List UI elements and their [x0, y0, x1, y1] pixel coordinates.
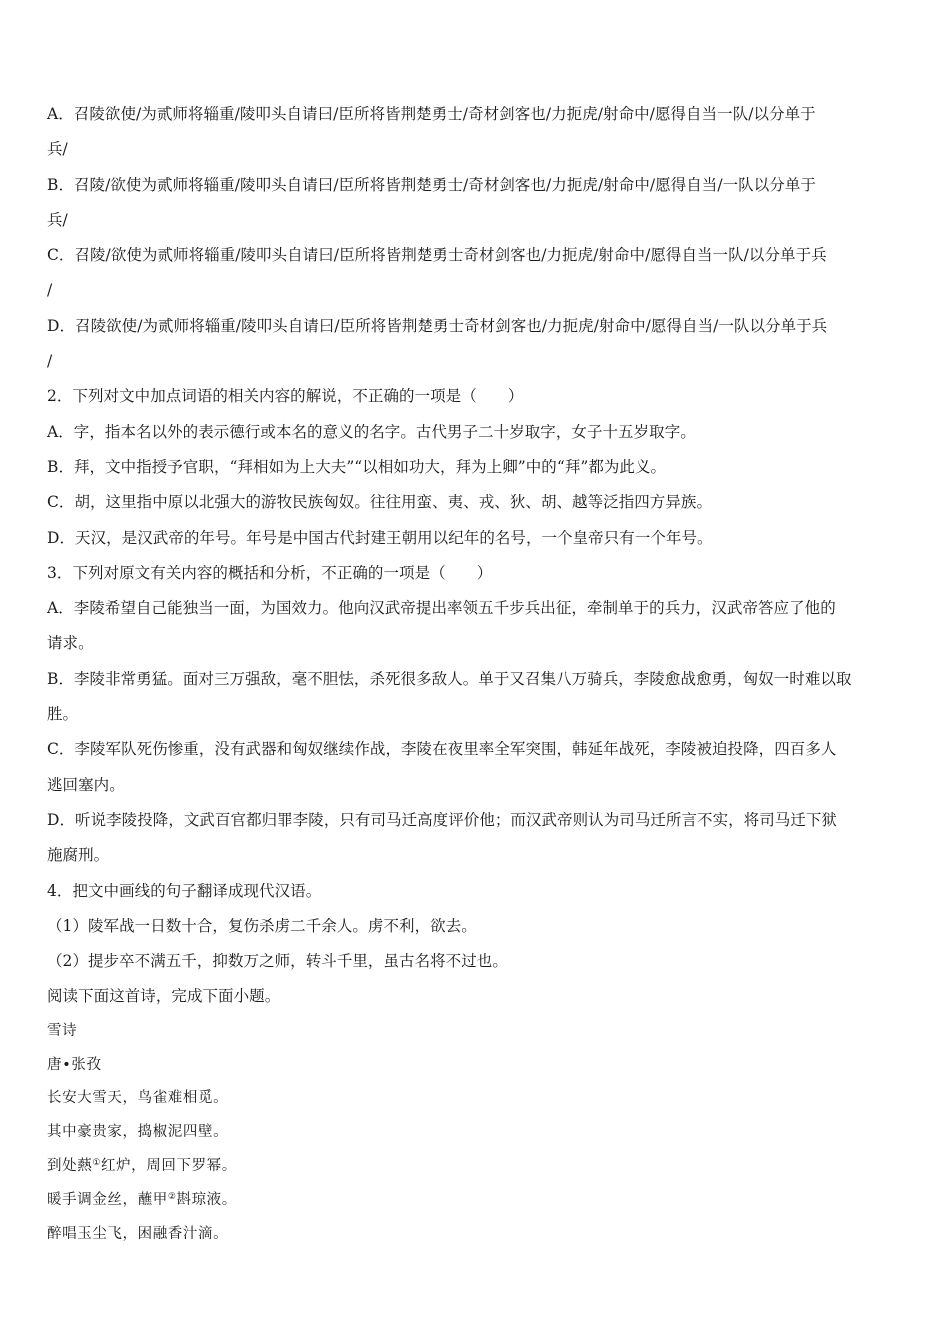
poem-line-3: [47, 1150, 909, 1184]
q1-option-d: [47, 309, 909, 380]
poem-line-1: 长安大雪天，鸟雀难相觅。: [47, 1090, 229, 1107]
q3-option-d: [47, 803, 909, 874]
q3-option-d-line1: D．听说李陵投降，文武百官都归罪李陵，只有司马迁高度评价他；而汉武帝则认为司马迁所言不实，将司马迁下狱: [47, 810, 837, 829]
q1-option-a-line2: 兵/: [47, 140, 68, 159]
q1-option-d-line1: D．召陵欲使/为贰师将辎重/陵叩头自请曰/臣所将皆荆楚勇士奇材剑客也/力扼虎/射命中/愿得自当/一队以分单于兵: [47, 316, 828, 335]
q3-option-a-line2: 请求。: [47, 634, 94, 653]
q3-option-b: [47, 662, 909, 733]
poem-line-3-post: 红炉，周回下罗幂。: [100, 1157, 237, 1174]
poem: [47, 1015, 909, 1252]
q3-option-a: [47, 591, 909, 662]
poem-line-2: 其中豪贵家，捣椒泥四壁。: [47, 1124, 229, 1141]
q2-stem: 2．下列对文中加点词语的相关内容的解说，不正确的一项是（ ）: [47, 387, 524, 406]
poem-line-4: [47, 1184, 909, 1218]
q4-item-2: （2）提步卒不满五千，抑数万之师，转斗千里，虽古名将不过也。: [47, 952, 508, 971]
reading-intro: 阅读下面这首诗，完成下面小题。: [47, 987, 281, 1006]
q2-option-c: C．胡，这里指中原以北强大的游牧民族匈奴。往往用蛮、夷、戎、狄、胡、越等泛指四方异族。: [47, 493, 713, 512]
q1-option-b: [47, 168, 909, 239]
poem-line-4-post: 斟琼液。: [176, 1191, 237, 1208]
q3-option-a-line1: A．李陵希望自己能独当一面，为国效力。他向汉武帝提出率领五千步兵出征，牵制单于的兵力，汉武帝答应了他的: [47, 599, 836, 618]
q1-option-d-line2: /: [47, 352, 53, 371]
q1-option-b-line2: 兵/: [47, 210, 68, 229]
q2-option-a: A．字，指本名以外的表示德行或本名的意义的名字。古代男子二十岁取字，女子十五岁取字。: [47, 422, 696, 441]
q3-option-d-line2: 施腐刑。: [47, 846, 110, 865]
q1-option-c-line2: /: [47, 281, 53, 300]
q3-stem: 3．下列对原文有关内容的概括和分析，不正确的一项是（ ）: [47, 563, 493, 582]
q3-option-c: [47, 732, 909, 803]
poem-line-3-pre: 到处爇: [47, 1157, 93, 1174]
q3-option-c-line2: 逃回塞内。: [47, 775, 125, 794]
q1-option-c: [47, 238, 909, 309]
q4-stem: 4．把文中画线的句子翻译成现代汉语。: [47, 881, 322, 900]
footnote-marker-1: ①: [92, 1157, 101, 1168]
q3-option-b-line2: 胜。: [47, 705, 79, 724]
q1-option-a: [47, 97, 909, 168]
poem-title: 雪诗: [47, 1022, 78, 1039]
q2-option-d: D．天汉，是汉武帝的年号。年号是中国古代封建王朝用以纪年的名号，一个皇帝只有一个年号。: [47, 528, 713, 547]
q1-option-a-line1: A．召陵欲使/为贰师将辎重/陵叩头自请曰/臣所将皆荆楚勇士/奇材剑客也/力扼虎/射命中/愿得自当一队/以分单于: [47, 105, 816, 123]
q3-option-c-line1: C．李陵军队死伤惨重，没有武器和匈奴继续作战，李陵在夜里率全军突围，韩延年战死，李陵被迫投降，四百多人: [47, 740, 837, 759]
q1-option-c-line1: C．召陵/欲使为贰师将辎重/陵叩头自请曰/臣所将皆荆楚勇士奇材剑客也/力扼虎/射命中/愿得自当一队/以分单于兵: [47, 246, 827, 265]
q4-item-1: （1）陵军战一日数十合，复伤杀虏二千余人。虏不利，欲去。: [47, 916, 477, 935]
q2-option-b: B．拜，文中指授予官职，“拜相如为上大夫”“以相如功大，拜为上卿”中的“拜”都为此义。: [47, 457, 667, 476]
poem-line-5: 醉唱玉尘飞，困融香汁滴。: [47, 1225, 229, 1242]
document-content: [47, 97, 909, 1251]
q1-option-b-line1: B．召陵/欲使为贰师将辎重/陵叩头自请曰/臣所将皆荆楚勇士/奇材剑客也/力扼虎/射命中/愿得自当/一队以分单于: [47, 175, 816, 194]
poem-author: 唐•张孜: [47, 1056, 102, 1073]
poem-line-4-pre: 暖手调金丝，蘸甲: [47, 1191, 168, 1208]
q3-option-b-line1: B．李陵非常勇猛。面对三万强敌，毫不胆怯，杀死很多敌人。单于又召集八万骑兵，李陵愈战愈勇，匈奴一时难以取: [47, 669, 852, 688]
footnote-marker-2: ②: [167, 1191, 177, 1202]
